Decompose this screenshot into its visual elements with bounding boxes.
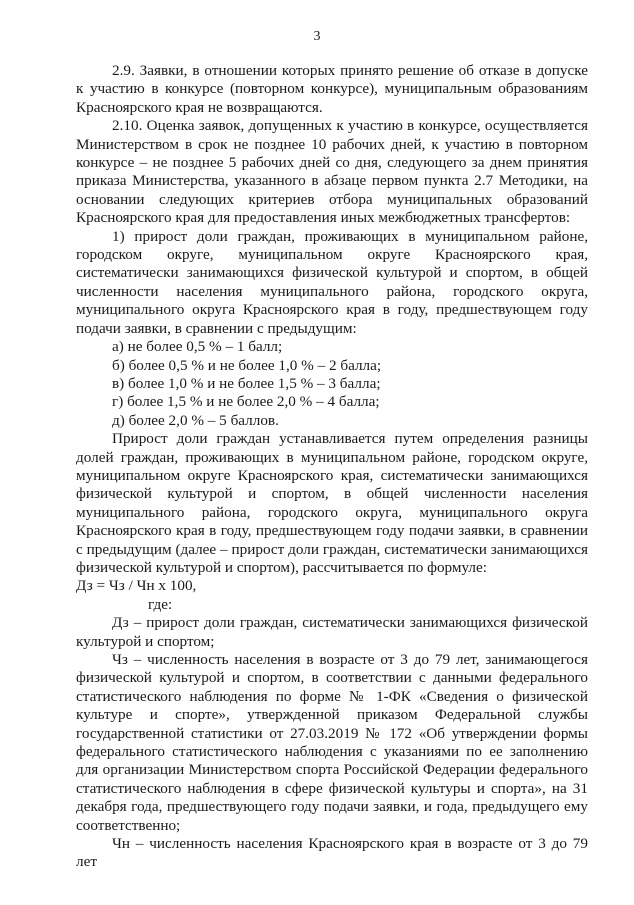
score-option-c: в) более 1,0 % и не более 1,5 % – 3 балла;: [112, 374, 381, 392]
score-option-d: г) более 1,5 % и не более 2,0 % – 4 балла;: [112, 393, 380, 411]
paragraph-2-10: 2.10. Оценка заявок, допущенных к участию в конкурсе, осуществляется Министерством в срок не позднее 10 рабочих дней, к участию в повторном конкурсе – не позднее 5 рабочих дней со дня, следующего за днем принятия приказа Министерства, указанного в абзаце первом пункта 2.7 Методики, на основании следующих критериев отбора муниципальных образований Красноярского края для предоставления иных межбюджетных трансфертов:: [76, 117, 588, 227]
page-number: 3: [313, 29, 321, 44]
chz-definition: Чз – численность населения в возрасте от 3 до 79 лет, занимающегося физической культурой и спортом, в соответствии с данными федерального статистического наблюдения по форме № 1-ФК «Сведения о физической культуре и спорте», утвержденной приказом Федеральной службы государственной статистики от 27.03.2019 № 172 «Об утверждении формы федерального статистического наблюдения с указаниями по ее заполнению для организации Министерством спорта Российской Федерации федерального статистического наблюдения в сфере физической культуры и спорта», на 31 декабря года, предшествующего году подачи заявки, и года, предыдущего ему соответственно;: [76, 651, 588, 834]
paragraph-2-9: 2.9. Заявки, в отношении которых принято решение об отказе в допуске к участию в конкурсе (повторном конкурсе), муниципальным образованиям Красноярского края не возвращаются.: [76, 62, 588, 116]
score-option-e: д) более 2,0 % – 5 баллов.: [112, 411, 279, 429]
where-label: где:: [148, 595, 173, 613]
score-option-b: б) более 0,5 % и не более 1,0 % – 2 балла;: [112, 356, 382, 374]
dz-definition: Дз – прирост доли граждан, систематически занимающихся физической культурой и спортом;: [76, 614, 588, 650]
criterion-1: 1) прирост доли граждан, проживающих в муниципальном районе, городском округе, муниципальном округе Красноярского края, систематически занимающихся физической культурой и спортом, в общей численности населения муниципального района, городского округа, муниципального округа Красноярского края в году, предшествующем году подачи заявки, в сравнении с предыдущим:: [76, 227, 588, 337]
chn-definition: Чн – численность населения Красноярского края в возрасте от 3 до 79 лет: [76, 835, 588, 871]
document-body: [76, 62, 588, 872]
formula: Дз = Чз / Чн х 100,: [76, 577, 197, 595]
score-option-a: а) не более 0,5 % – 1 балл;: [112, 338, 283, 356]
growth-definition: Прирост доли граждан устанавливается путем определения разницы долей граждан, проживающих в муниципальном районе, городском округе, муниципальном округе Красноярского края, систематически занимающихся физической культурой и спортом, в общей численности населения муниципального района, городского округа, муниципального округа Красноярского края в году, предшествующем году подачи заявки, в сравнении с предыдущим (далее – прирост доли граждан, систематически занимающихся физической культурой и спортом), рассчитывается по формуле:: [76, 430, 588, 576]
